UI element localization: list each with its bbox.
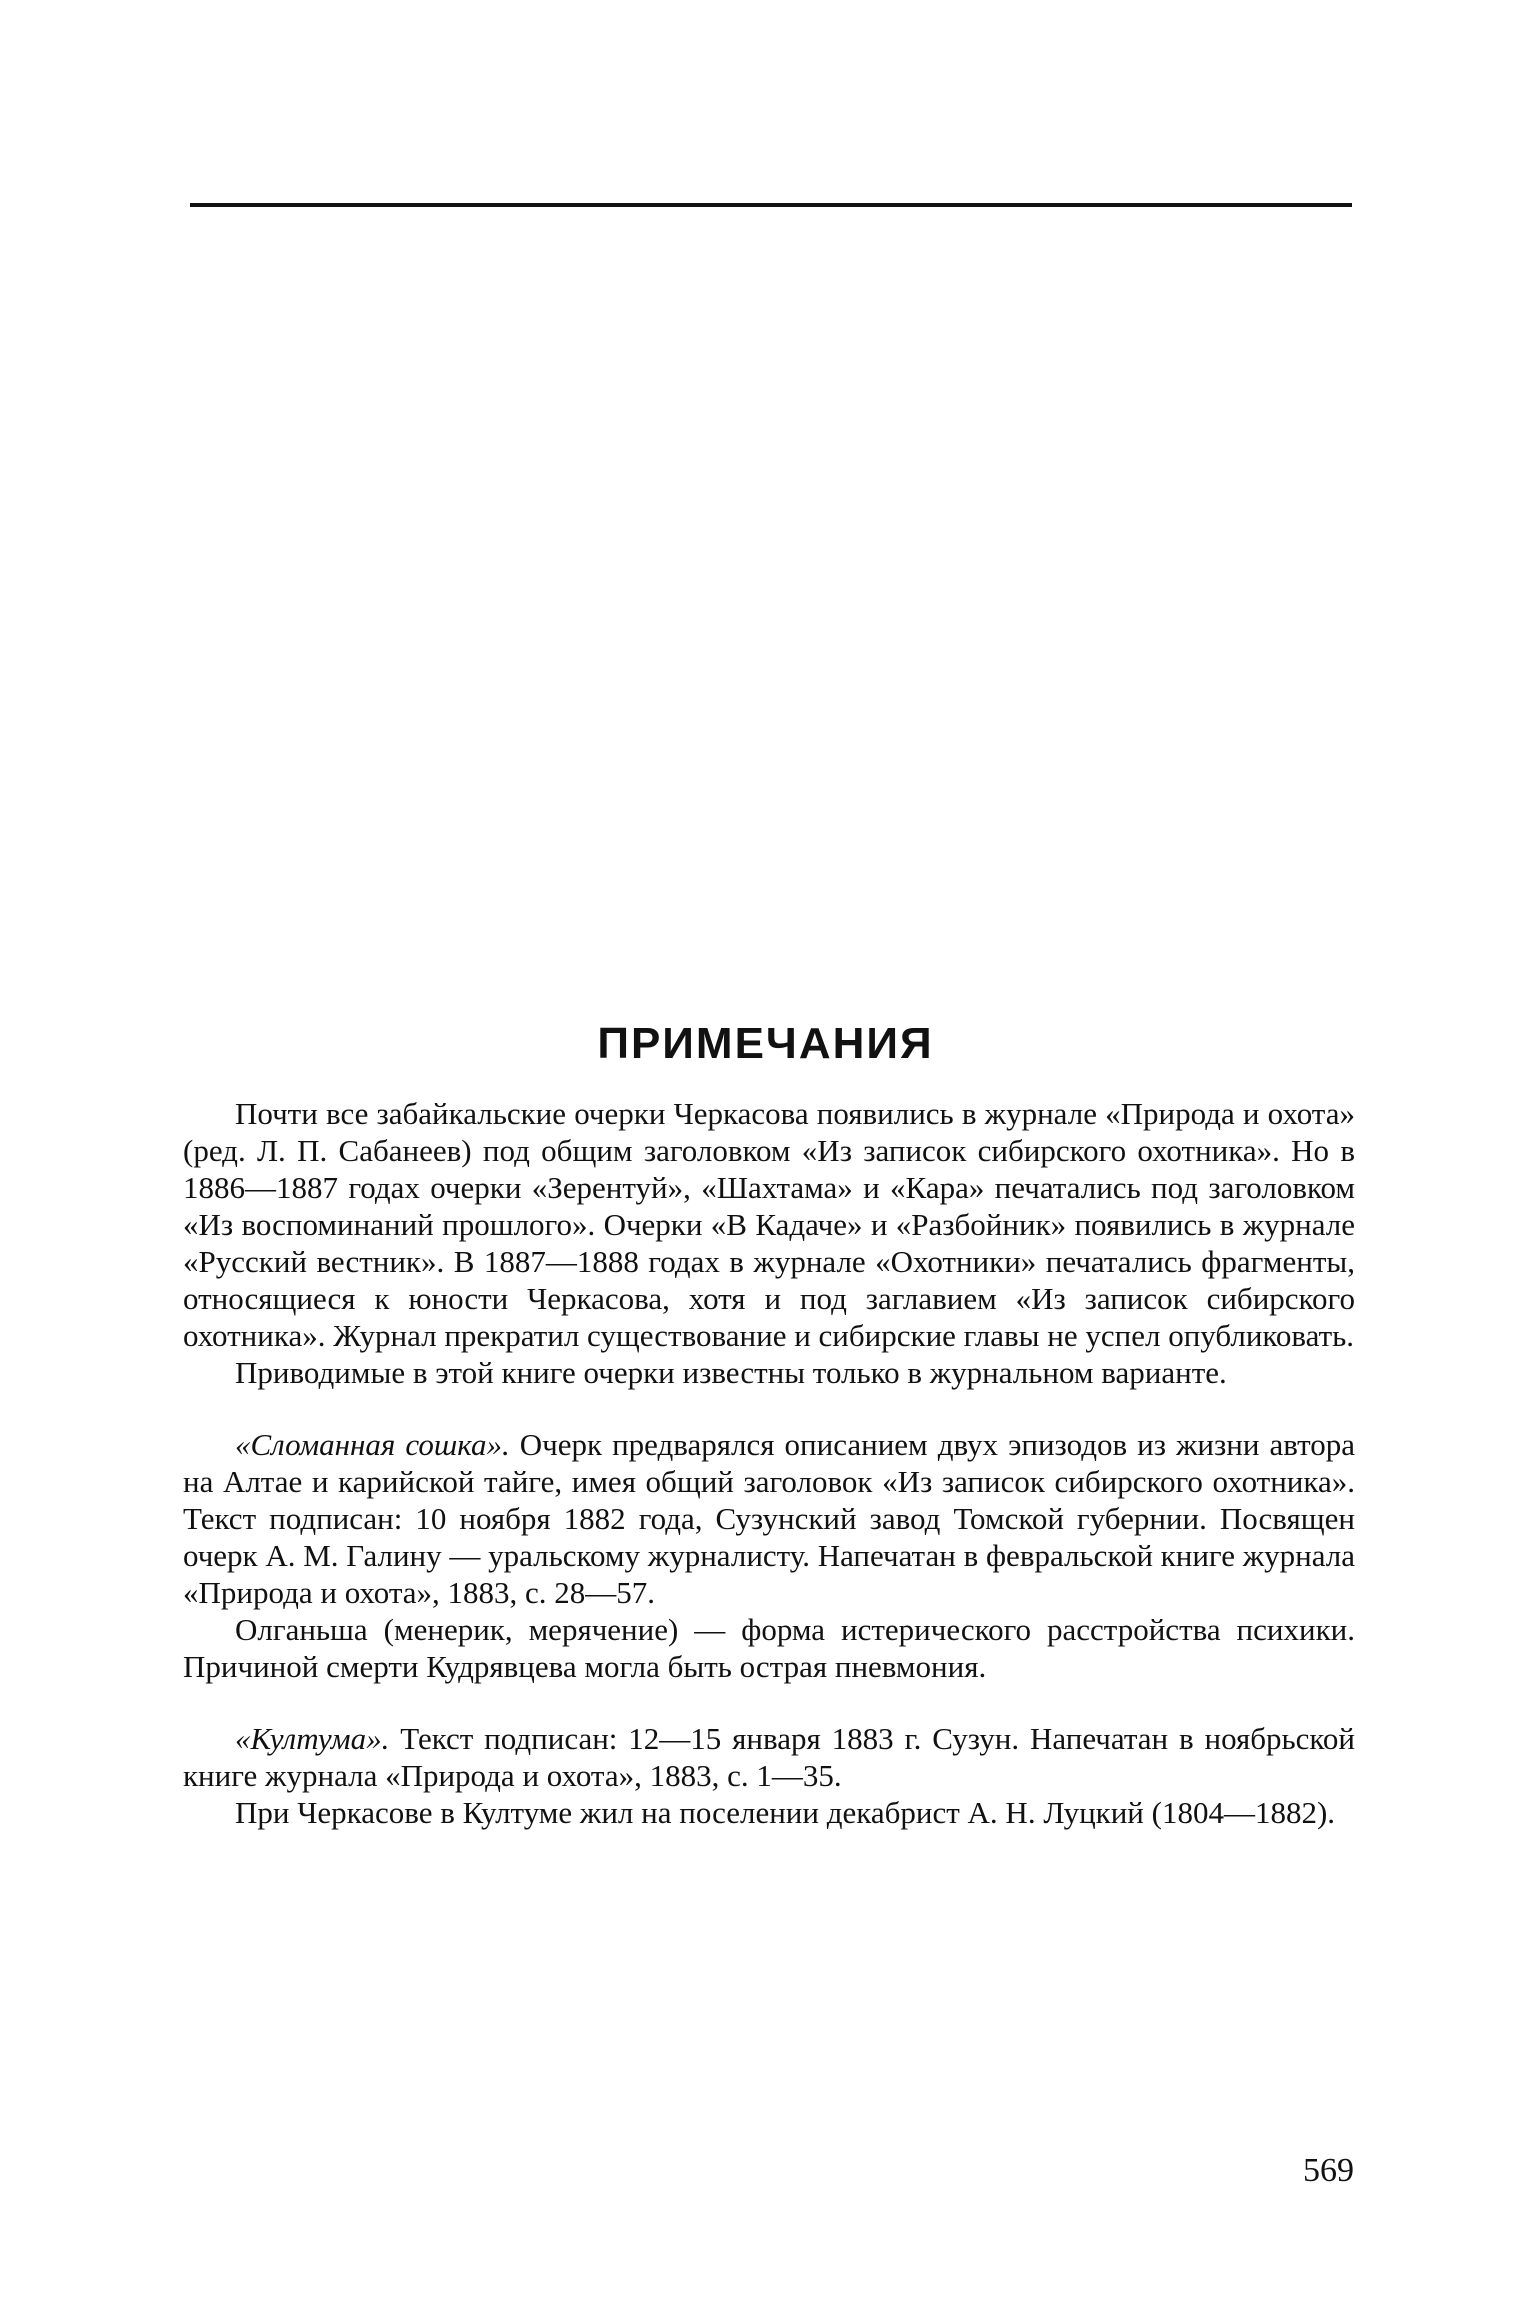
note-lead-title: «Култума».	[235, 1721, 390, 1756]
note-paragraph-text: Олганьша (менерик, мерячение) — форма истерического расстройства психики. Причиной смерти Кудрявцева могла быть острая пневмония.	[183, 1612, 1355, 1684]
note-paragraph-intro	[183, 1095, 1355, 1354]
top-rule	[190, 203, 1352, 207]
page-title: ПРИМЕЧАНИЯ	[597, 1019, 934, 1069]
note-paragraph-kultuma	[183, 1720, 1355, 1794]
note-paragraph-slomannaya-soshka	[183, 1426, 1355, 1611]
note-paragraph-olgansha	[183, 1611, 1355, 1685]
note-lead-title: «Сломанная сошка».	[235, 1427, 510, 1462]
note-paragraph-text: При Черкасове в Култуме жил на поселении декабрист А. Н. Луцкий (1804—1882).	[235, 1795, 1336, 1830]
note-paragraph-text: Текст подписан: 12—15 января 1883 г. Сузун. Напечатан в ноябрьской книге журнала «Природа и охота», 1883, с. 1—35.	[183, 1721, 1355, 1793]
note-paragraph-text: Приводимые в этой книге очерки известны только в журнальном варианте.	[235, 1355, 1227, 1390]
page-number: 569	[1303, 2152, 1354, 2189]
note-paragraph-text: Почти все забайкальские очерки Черкасова появились в журнале «Природа и охота» (ред. Л. П. Сабанеев) под общим заголовком «Из записок сибирского охотника». Но в 1886—1887 годах очерки «Зерентуй», «Шахтама» и «Кара» печатались под заголовком «Из воспоминаний прошлого». Очерки «В Кадаче» и «Разбойник» появились в журнале «Русский вестник». В 1887—1888 годах в журнале «Охотники» печатались фрагменты, относящиеся к юности Черкасова, хотя и под заглавием «Из записок сибирского охотника». Журнал прекратил существование и сибирские главы не успел опубликовать.	[183, 1096, 1355, 1353]
note-paragraph-text: Очерк предварялся описанием двух эпизодов из жизни автора на Алтае и карийской тайге, имея общий заголовок «Из записок сибирского охотника». Текст подписан: 10 ноября 1882 года, Сузунский завод Томской губернии. Посвящен очерк А. М. Галину — уральскому журналисту. Напечатан в февральской книге журнала «Природа и охота», 1883, с. 28—57.	[183, 1427, 1356, 1610]
note-paragraph-variant	[183, 1354, 1355, 1391]
notes-body	[183, 1095, 1355, 1831]
note-paragraph-lutsky	[183, 1794, 1355, 1831]
